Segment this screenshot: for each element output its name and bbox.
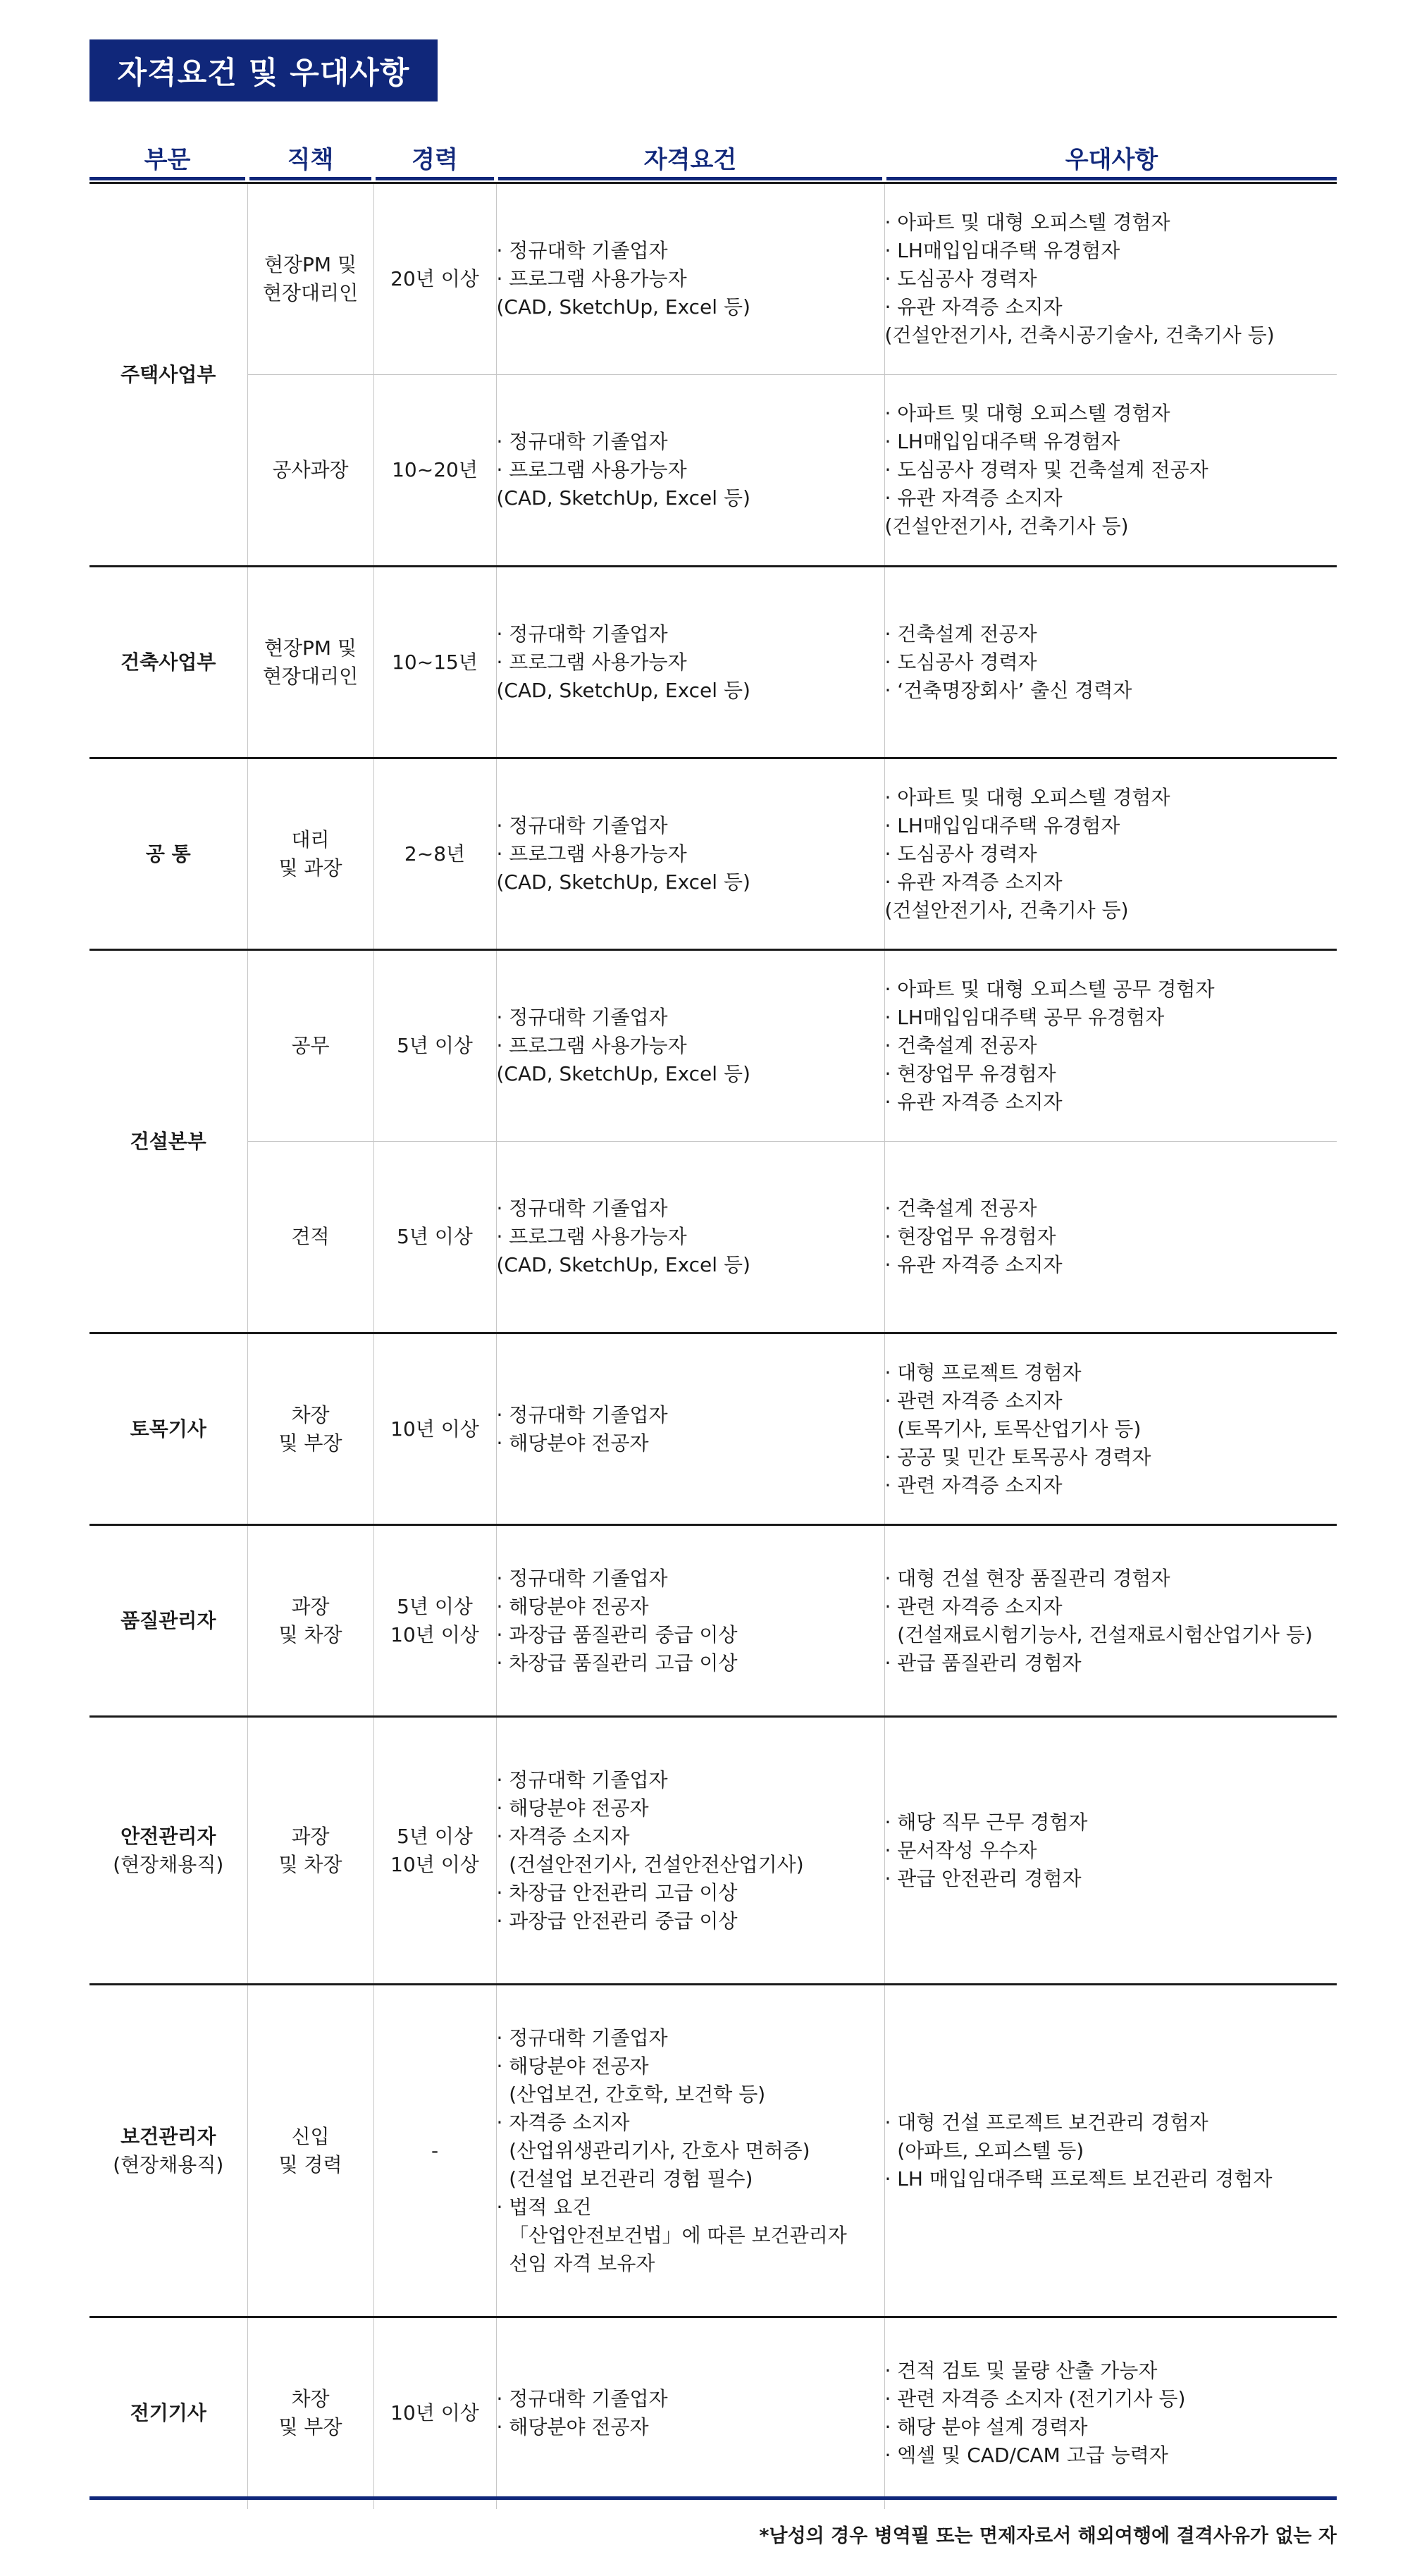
- requirement-line: (CAD, SketchUp, Excel 등): [496, 295, 750, 319]
- requirement-line: (산업보건, 간호학, 보건학 등): [496, 2082, 766, 2106]
- requirement-line: · 정규대학 기졸업자: [496, 2387, 668, 2411]
- experience-line: 10년 이상: [390, 2401, 479, 2425]
- preferences-cell: [884, 1525, 1337, 1717]
- experience-cell: [373, 1985, 496, 2317]
- requirement-line: · 프로그램 사용가능자: [496, 842, 687, 865]
- position-line: 과장: [291, 1824, 330, 1848]
- preference-line: · 공공 및 민간 토목공사 경력자: [884, 1445, 1151, 1469]
- preference-line: · 도심공사 경력자: [884, 842, 1037, 865]
- requirement-line: · 정규대학 기졸업자: [496, 1197, 668, 1220]
- preference-line: · 관련 자격증 소지자 (전기기사 등): [884, 2387, 1186, 2411]
- department-name: 보건관리자: [120, 2124, 216, 2148]
- requirement-line: · 자격증 소지자: [496, 2110, 630, 2134]
- preference-line: · LH매입임대주택 유경험자: [884, 813, 1120, 837]
- position-cell: [247, 1142, 373, 1333]
- header-experience: 경력: [376, 138, 494, 180]
- position-line: 현장대리인: [262, 281, 359, 304]
- position-line: 현장대리인: [262, 664, 359, 688]
- position-cell: [247, 1525, 373, 1717]
- experience-cell: [373, 1333, 496, 1525]
- requirement-line: · 정규대학 기졸업자: [496, 1566, 668, 1590]
- preference-line: · 관련 자격증 소지자: [884, 1473, 1063, 1497]
- preference-line: (토목기사, 토목산업기사 등): [884, 1417, 1142, 1441]
- position-cell: [247, 567, 373, 758]
- table-row: [89, 375, 1337, 567]
- preference-line: · 대형 건설 프로젝트 보건관리 경험자: [884, 2110, 1208, 2134]
- requirement-line: · 해당분야 전공자: [496, 1796, 649, 1820]
- preference-line: · 아파트 및 대형 오피스텔 경험자: [884, 402, 1170, 425]
- experience-cell: [373, 183, 496, 375]
- experience-line: -: [431, 2138, 439, 2162]
- preference-line: · 도심공사 경력자 및 건축설계 전공자: [884, 458, 1208, 481]
- position-line: 신입: [291, 2124, 330, 2148]
- preferences-cell: [884, 1142, 1337, 1333]
- experience-cell: [373, 1717, 496, 1985]
- preferences-cell: [884, 758, 1337, 950]
- preference-line: · 현장업무 유경험자: [884, 1225, 1056, 1248]
- header-department: 부문: [89, 138, 245, 180]
- requirement-line: · 해당분야 전공자: [496, 1594, 649, 1618]
- requirement-line: · 프로그램 사용가능자: [496, 458, 687, 481]
- position-line: 및 부장: [278, 2415, 342, 2439]
- preference-line: · 유관 자격증 소지자: [884, 295, 1063, 319]
- preference-line: · LH매입임대주택 유경험자: [884, 239, 1120, 262]
- position-line: 및 차장: [278, 1852, 342, 1876]
- position-line: 공사과장: [272, 458, 349, 481]
- requirement-line: (CAD, SketchUp, Excel 등): [496, 486, 750, 510]
- requirement-line: · 프로그램 사용가능자: [496, 1225, 687, 1248]
- experience-line: 10~20년: [392, 458, 478, 481]
- preference-line: · 유관 자격증 소지자: [884, 1253, 1063, 1276]
- preferences-cell: [884, 1985, 1337, 2317]
- department-cell: [89, 567, 247, 758]
- experience-cell: [373, 1142, 496, 1333]
- requirement-line: · 정규대학 기졸업자: [496, 813, 668, 837]
- experience-cell: [373, 375, 496, 567]
- table-row: [89, 1525, 1337, 1717]
- requirement-line: · 해당분야 전공자: [496, 2054, 649, 2078]
- preferences-cell: [884, 567, 1337, 758]
- experience-cell: [373, 2317, 496, 2509]
- department-name: 토목기사: [130, 1417, 206, 1441]
- requirements-cell: [496, 758, 884, 950]
- position-line: 과장: [291, 1594, 330, 1618]
- preferences-cell: [884, 183, 1337, 375]
- requirement-line: · 정규대학 기졸업자: [496, 1768, 668, 1792]
- position-line: 및 차장: [278, 1622, 342, 1646]
- requirements-cell: [496, 1717, 884, 1985]
- preference-line: · 건축설계 전공자: [884, 1197, 1037, 1220]
- experience-cell: [373, 950, 496, 1142]
- department-cell: [89, 1333, 247, 1525]
- experience-cell: [373, 758, 496, 950]
- requirement-line: (CAD, SketchUp, Excel 등): [496, 678, 750, 702]
- department-name: 건축사업부: [120, 650, 216, 674]
- position-cell: [247, 950, 373, 1142]
- position-line: 현장PM 및: [264, 636, 357, 660]
- position-line: 공무: [291, 1034, 330, 1057]
- table-row: [89, 2317, 1337, 2509]
- requirement-line: · 정규대학 기졸업자: [496, 430, 668, 453]
- requirements-cell: [496, 950, 884, 1142]
- position-line: 차장: [291, 2387, 330, 2411]
- requirement-line: 「산업안전보건법」에 따른 보건관리자: [496, 2223, 847, 2247]
- requirement-line: · 정규대학 기졸업자: [496, 239, 668, 262]
- bottom-divider: [89, 2496, 1337, 2500]
- position-cell: [247, 758, 373, 950]
- preference-line: · 도심공사 경력자: [884, 267, 1037, 290]
- preference-line: · 대형 프로젝트 경험자: [884, 1360, 1082, 1384]
- position-line: 현장PM 및: [264, 253, 357, 276]
- experience-line: 10~15년: [392, 650, 478, 674]
- preference-line: · 아파트 및 대형 오피스텔 공무 경험자: [884, 978, 1215, 1001]
- requirement-line: · 차장급 안전관리 고급 이상: [496, 1880, 738, 1904]
- requirement-line: (CAD, SketchUp, Excel 등): [496, 1062, 750, 1085]
- requirement-line: · 프로그램 사용가능자: [496, 650, 687, 674]
- requirements-cell: [496, 183, 884, 375]
- preference-line: (건설재료시험기능사, 건설재료시험산업기사 등): [884, 1622, 1313, 1646]
- preference-line: (건설안전기사, 건축기사 등): [884, 514, 1129, 538]
- requirement-line: · 정규대학 기졸업자: [496, 1403, 668, 1426]
- requirements-cell: [496, 375, 884, 567]
- department-cell: [89, 950, 247, 1333]
- experience-line: 5년 이상: [397, 1034, 473, 1057]
- requirement-line: · 법적 요건: [496, 2195, 592, 2219]
- section-title: 자격요건 및 우대사항: [89, 39, 438, 101]
- department-name: 전기기사: [130, 2401, 206, 2425]
- requirement-line: (CAD, SketchUp, Excel 등): [496, 870, 750, 894]
- position-cell: [247, 1717, 373, 1985]
- table-row: [89, 758, 1337, 950]
- preference-line: · 아파트 및 대형 오피스텔 경험자: [884, 211, 1170, 234]
- preference-line: · 문서작성 우수자: [884, 1838, 1037, 1862]
- preference-line: · LH 매입임대주택 프로젝트 보건관리 경험자: [884, 2167, 1273, 2190]
- position-cell: [247, 1985, 373, 2317]
- preferences-cell: [884, 2317, 1337, 2509]
- preference-line: (건설안전기사, 건축기사 등): [884, 898, 1129, 922]
- preference-line: · 유관 자격증 소지자: [884, 870, 1063, 894]
- requirement-line: · 프로그램 사용가능자: [496, 267, 687, 290]
- preference-line: · 관련 자격증 소지자: [884, 1594, 1063, 1618]
- table-row: [89, 1333, 1337, 1525]
- table-row: [89, 567, 1337, 758]
- requirements-cell: [496, 1333, 884, 1525]
- header-position: 직책: [249, 138, 371, 180]
- position-line: 및 경력: [278, 2152, 342, 2176]
- experience-line: 5년 이상: [397, 1225, 473, 1248]
- preference-line: · ‘건축명장회사’ 출신 경력자: [884, 678, 1132, 702]
- requirement-line: · 과장급 안전관리 중급 이상: [496, 1909, 738, 1933]
- footnote: *남성의 경우 병역필 또는 면제자로서 해외여행에 결격사유가 없는 자: [759, 2525, 1337, 2547]
- position-line: 및 부장: [278, 1431, 342, 1455]
- table-row: [89, 1985, 1337, 2317]
- experience-line: 2~8년: [404, 842, 466, 865]
- preference-line: · 견적 검토 및 물량 산출 가능자: [884, 2359, 1158, 2383]
- department-note: (현장채용직): [113, 2152, 224, 2176]
- experience-line: 5년 이상: [397, 1594, 473, 1618]
- experience-line: 10년 이상: [390, 1622, 479, 1646]
- department-cell: [89, 1985, 247, 2317]
- preference-line: · 건축설계 전공자: [884, 1034, 1037, 1057]
- header-preferences: 우대사항: [886, 138, 1337, 180]
- requirements-table: [89, 182, 1337, 2509]
- department-cell: [89, 758, 247, 950]
- preference-line: · 대형 건설 현장 품질관리 경험자: [884, 1566, 1170, 1590]
- preference-line: · LH매입임대주택 공무 유경험자: [884, 1006, 1165, 1029]
- department-name: 건설본부: [130, 1129, 206, 1153]
- preference-line: · LH매입임대주택 유경험자: [884, 430, 1120, 453]
- preferences-cell: [884, 375, 1337, 567]
- preference-line: (건설안전기사, 건축시공기술사, 건축기사 등): [884, 323, 1275, 347]
- experience-cell: [373, 1525, 496, 1717]
- position-line: 견적: [291, 1225, 330, 1248]
- preference-line: (아파트, 오피스텔 등): [884, 2138, 1084, 2162]
- position-cell: [247, 2317, 373, 2509]
- experience-line: 5년 이상: [397, 1824, 473, 1848]
- position-cell: [247, 375, 373, 567]
- requirement-line: (CAD, SketchUp, Excel 등): [496, 1253, 750, 1276]
- requirement-line: · 해당분야 전공자: [496, 2415, 649, 2439]
- preference-line: · 관급 품질관리 경험자: [884, 1651, 1082, 1675]
- experience-line: 10년 이상: [390, 1852, 479, 1876]
- preference-line: · 현장업무 유경험자: [884, 1062, 1056, 1085]
- requirement-line: · 정규대학 기졸업자: [496, 2026, 668, 2050]
- experience-line: 10년 이상: [390, 1417, 479, 1441]
- department-cell: [89, 183, 247, 567]
- requirements-cell: [496, 1525, 884, 1717]
- requirement-line: · 해당분야 전공자: [496, 1431, 649, 1455]
- requirement-line: · 정규대학 기졸업자: [496, 1006, 668, 1029]
- table-row: [89, 950, 1337, 1142]
- preference-line: · 도심공사 경력자: [884, 650, 1037, 674]
- requirements-cell: [496, 2317, 884, 2509]
- requirements-cell: [496, 1985, 884, 2317]
- requirements-cell: [496, 567, 884, 758]
- preference-line: · 관급 안전관리 경험자: [884, 1866, 1082, 1890]
- header-requirements: 자격요건: [498, 138, 882, 180]
- department-name: 품질관리자: [120, 1608, 216, 1632]
- requirement-line: · 정규대학 기졸업자: [496, 622, 668, 646]
- experience-line: 20년 이상: [390, 267, 479, 290]
- table-row: [89, 183, 1337, 375]
- table-row: [89, 1717, 1337, 1985]
- preferences-cell: [884, 950, 1337, 1142]
- department-name: 공 통: [145, 842, 191, 865]
- preference-line: · 엑셀 및 CAD/CAM 고급 능력자: [884, 2443, 1168, 2467]
- experience-cell: [373, 567, 496, 758]
- preferences-cell: [884, 1333, 1337, 1525]
- preference-line: · 해당 분야 설계 경력자: [884, 2415, 1088, 2439]
- requirement-line: (산업위생관리기사, 간호사 면허증): [496, 2138, 810, 2162]
- requirement-line: · 프로그램 사용가능자: [496, 1034, 687, 1057]
- requirement-line: · 자격증 소지자: [496, 1824, 630, 1848]
- table-row: [89, 1142, 1337, 1333]
- preferences-cell: [884, 1717, 1337, 1985]
- position-line: 차장: [291, 1403, 330, 1426]
- position-line: 대리: [291, 827, 330, 851]
- department-cell: [89, 2317, 247, 2509]
- department-note: (현장채용직): [113, 1852, 224, 1876]
- position-line: 및 과장: [278, 856, 342, 880]
- preference-line: · 아파트 및 대형 오피스텔 경험자: [884, 785, 1170, 809]
- preference-line: · 유관 자격증 소지자: [884, 486, 1063, 510]
- requirements-cell: [496, 1142, 884, 1333]
- preference-line: · 관련 자격증 소지자: [884, 1388, 1063, 1412]
- requirement-line: · 차장급 품질관리 고급 이상: [496, 1651, 738, 1675]
- department-cell: [89, 1717, 247, 1985]
- department-name: 주택사업부: [120, 362, 216, 386]
- requirement-line: · 과장급 품질관리 중급 이상: [496, 1622, 738, 1646]
- preference-line: · 건축설계 전공자: [884, 622, 1037, 646]
- department-cell: [89, 1525, 247, 1717]
- requirement-line: (건설업 보건관리 경험 필수): [496, 2167, 753, 2190]
- position-cell: [247, 1333, 373, 1525]
- requirement-line: (건설안전기사, 건설안전산업기사): [496, 1852, 804, 1876]
- position-cell: [247, 183, 373, 375]
- department-name: 안전관리자: [120, 1824, 216, 1848]
- preference-line: · 유관 자격증 소지자: [884, 1090, 1063, 1114]
- requirement-line: 선임 자격 보유자: [496, 2251, 655, 2275]
- preference-line: · 해당 직무 근무 경험자: [884, 1810, 1088, 1834]
